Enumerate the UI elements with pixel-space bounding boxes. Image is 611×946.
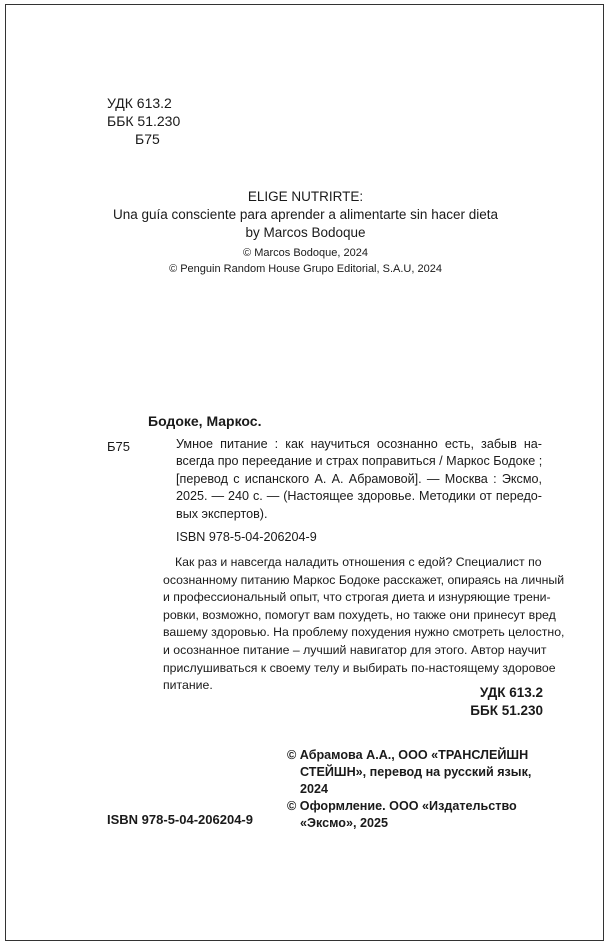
annotation-line: и осознанное питание – лучший навигатор для этого. Автор научит [163, 642, 547, 657]
annotation-line: питание. [163, 678, 213, 693]
catalog-description [176, 436, 542, 523]
isbn-bottom: ISBN 978-5-04-206204-9 [107, 812, 253, 827]
annotation [163, 554, 565, 695]
annotation-line: прислушиваться к своему телу и выбирать по-настоящему здоровое [163, 660, 556, 675]
annotation-line: и профессиональный опыт, что строгая диета и изнуряющие трени- [163, 590, 551, 605]
original-title: ELIGE NUTRIRTE: [247, 189, 364, 204]
original-subtitle: Una guía consciente para aprender a alimentarte sin hacer dieta [113, 207, 498, 222]
copyright-line: 2024 [300, 782, 329, 796]
copyright-line: «Эксмо», 2025 [300, 816, 388, 830]
copyright-author: © Marcos Bodoque, 2024 [243, 247, 368, 259]
original-copyright-block [0, 245, 611, 277]
annotation-line: Как раз и навсегда наладить отношения с едой? Специалист по [175, 555, 542, 569]
bbk-code-bottom: ББК 51.230 [470, 703, 543, 718]
annotation-line: осознанному питанию Маркос Бодоке расскажет, опираясь на личный [163, 572, 565, 587]
original-byline: by Marcos Bodoque [245, 225, 366, 240]
catalog-isbn: ISBN 978-5-04-206204-9 [176, 530, 317, 544]
catalog-description-line: [перевод с испанского А. А. Абрамовой]. — Москва : Эксмо, [176, 471, 542, 486]
annotation-line: ровки, возможно, помогут вам похудеть, но также они принесут вред [163, 607, 556, 622]
copyright-publisher: © Penguin Random House Grupo Editorial, S.A.U, 2024 [169, 263, 442, 275]
translation-copyright [287, 747, 547, 832]
copyright-line: © Абрамова А.А., ООО «ТРАНСЛЕЙШН [287, 748, 529, 762]
bbk-code-top: ББК 51.230 [107, 113, 181, 129]
catalog-author-heading: Бодоке, Маркос. [148, 413, 262, 429]
catalog-description-line: вых экспертов). [176, 506, 268, 521]
catalog-description-line: всегда про переедание и страх поправиться / Маркос Бодоке ; [176, 454, 543, 469]
copyright-line: © Оформление. ООО «Издательство [287, 799, 517, 813]
original-edition-block [0, 188, 611, 242]
catalog-author-code: Б75 [107, 439, 130, 454]
author-code-top: Б75 [135, 131, 160, 147]
copyright-line: СТЕЙШН», перевод на русский язык, [300, 765, 532, 779]
catalog-description-line: 2025. — 240 с. — (Настоящее здоровье. Методики от передо- [176, 489, 542, 504]
udk-code-bottom: УДК 613.2 [479, 685, 543, 700]
catalog-description-line: Умное питание : как научиться осознанно есть, забыв на- [176, 437, 542, 451]
annotation-line: вашему здоровью. На проблему похудения нужно смотреть целостно, [163, 625, 565, 640]
udk-code-top: УДК 613.2 [107, 95, 172, 111]
